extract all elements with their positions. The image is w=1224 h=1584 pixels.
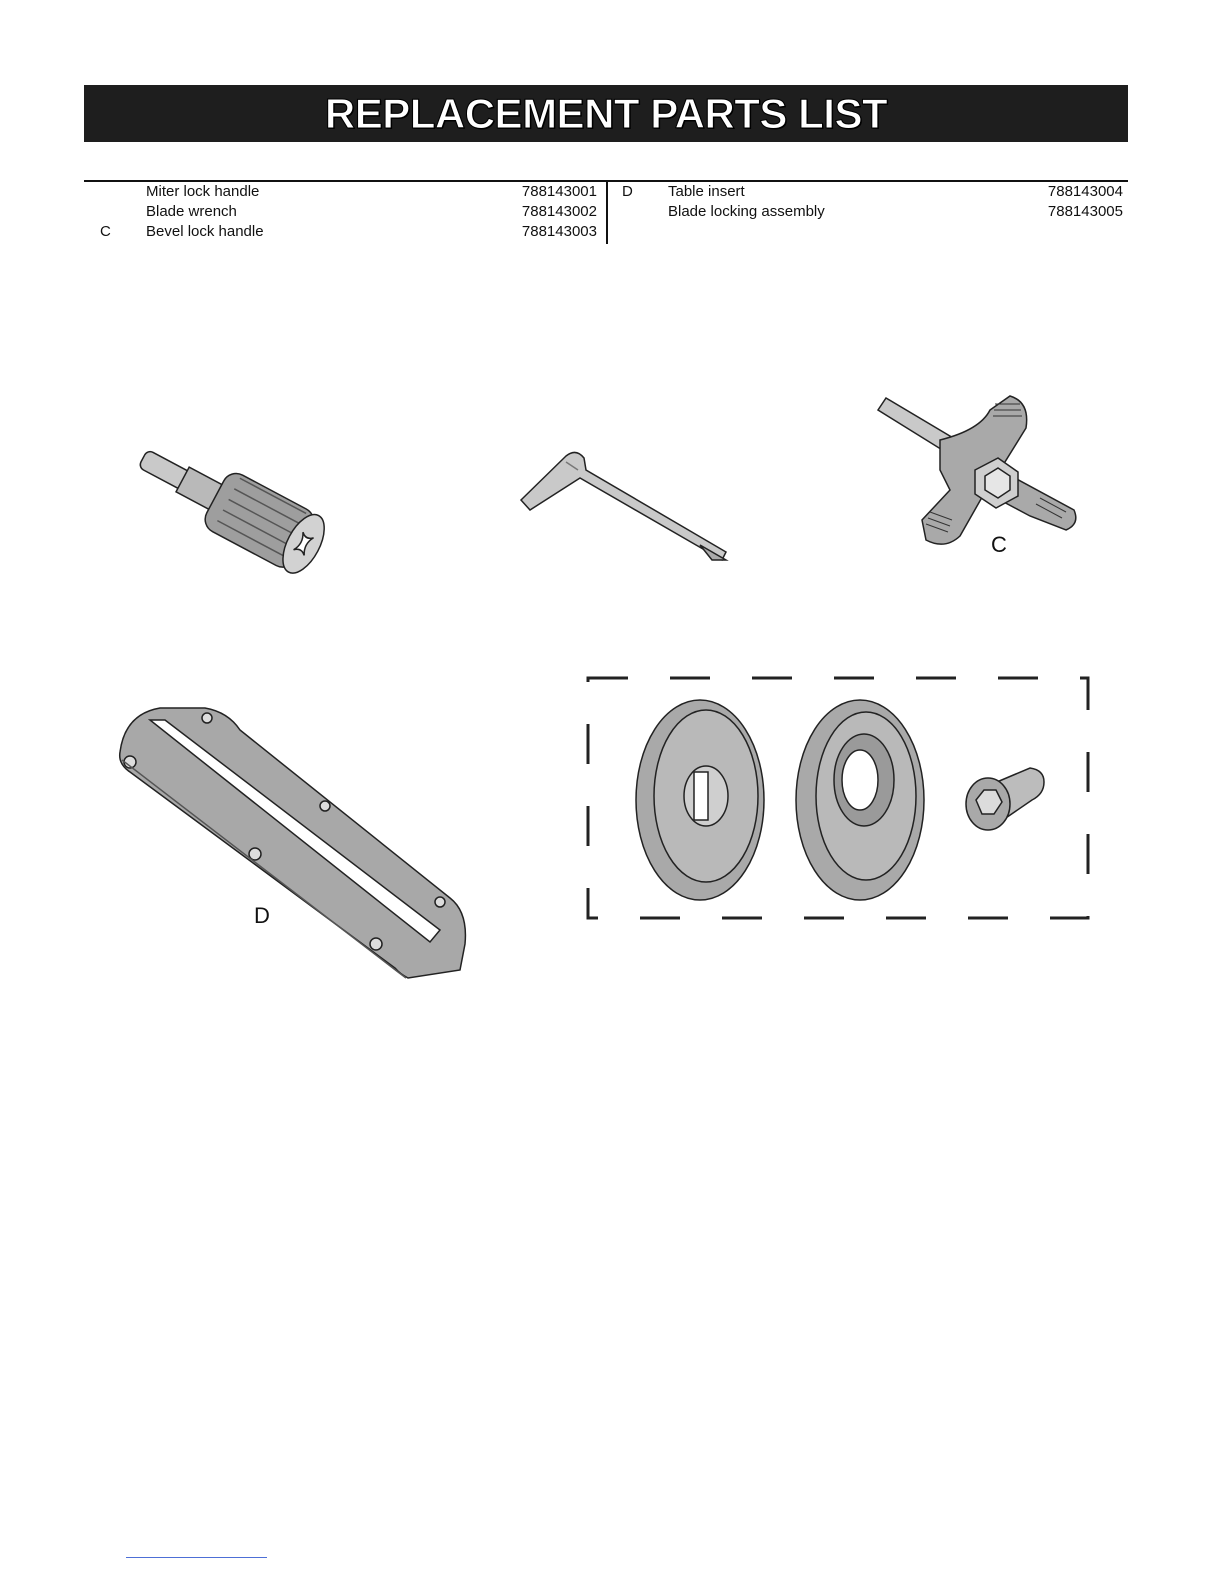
part-description: Table insert xyxy=(668,183,745,200)
blade-locking-assembly-figure xyxy=(588,678,1088,918)
part-description: Bevel lock handle xyxy=(146,223,264,240)
part-number: 788143002 xyxy=(521,203,597,220)
footer-link-underline[interactable] xyxy=(126,1557,267,1558)
part-key: C xyxy=(100,223,111,240)
blade-wrench-figure xyxy=(521,452,726,560)
part-number: 788143003 xyxy=(521,223,597,240)
miter-lock-handle-figure xyxy=(128,430,333,579)
part-description: Miter lock handle xyxy=(146,183,260,200)
part-number: 788143001 xyxy=(521,183,597,200)
part-number: 788143005 xyxy=(1047,203,1123,220)
part-number: 788143004 xyxy=(1047,183,1123,200)
callout-d: D xyxy=(254,903,270,928)
part-description: Blade wrench xyxy=(146,203,237,220)
page-title: REPLACEMENT PARTS LIST xyxy=(324,89,888,137)
bevel-lock-handle-figure xyxy=(878,396,1076,544)
table-insert-figure xyxy=(120,708,466,978)
part-key: D xyxy=(622,183,633,200)
callout-c: C xyxy=(991,532,1007,557)
part-description: Blade locking assembly xyxy=(668,203,825,220)
